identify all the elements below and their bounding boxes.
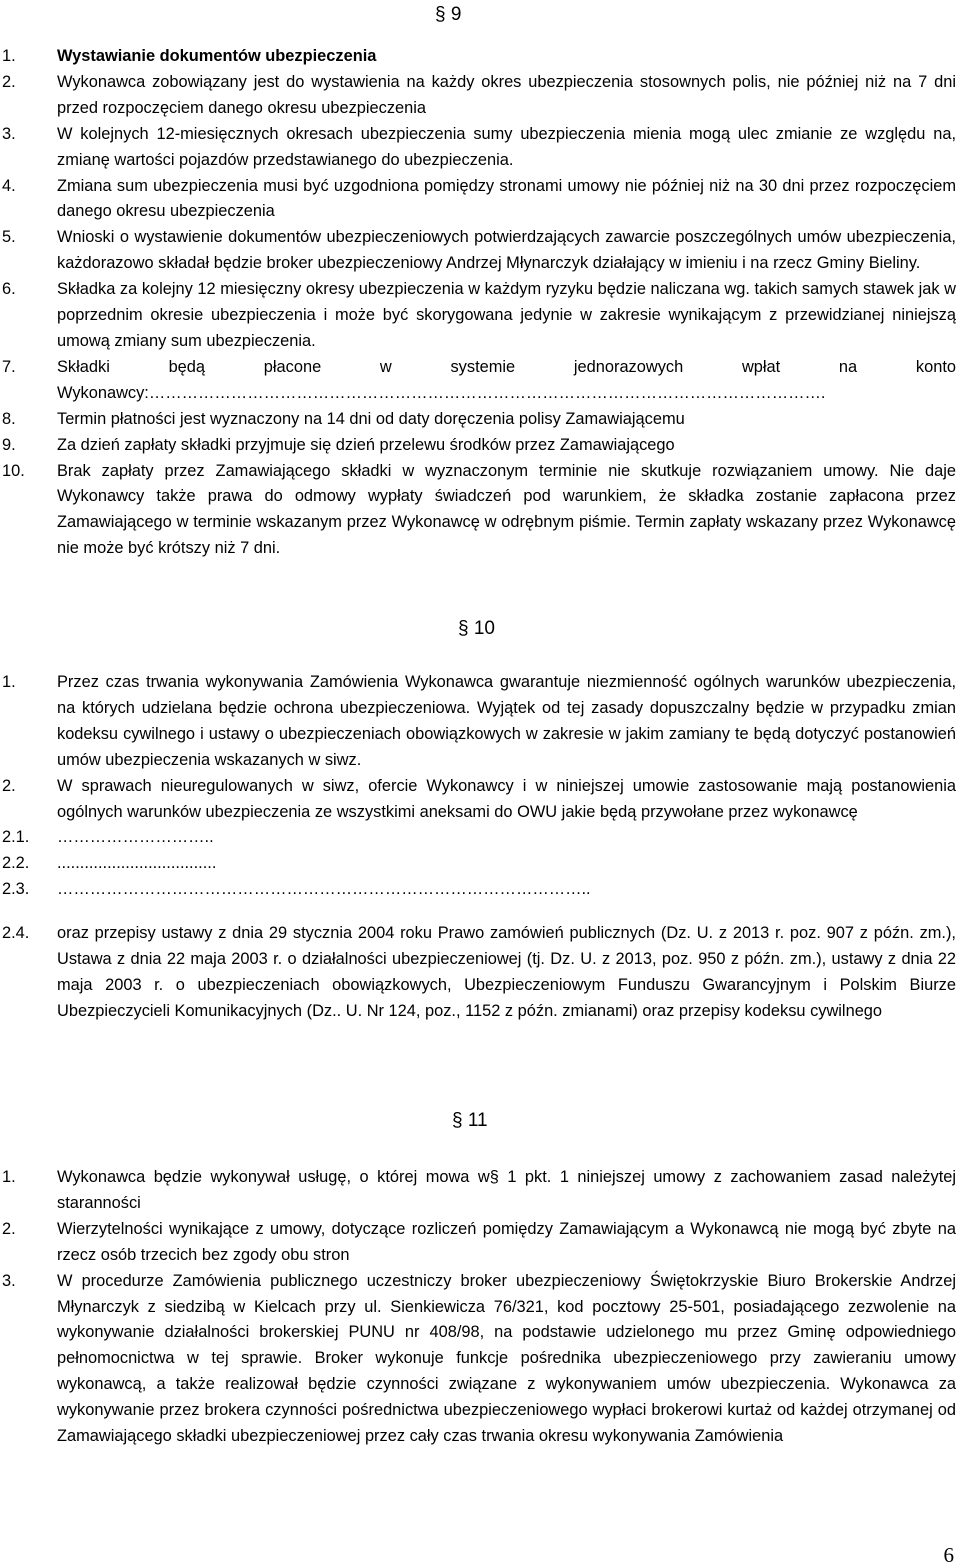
list-item: [0, 277, 960, 355]
item-text: ………………………..: [57, 828, 214, 847]
item-text: oraz przepisy ustawy z dnia 29 stycznia 2004 roku Prawo zamówień publicznych (Dz. U. z 2013 r. poz. 907 z późn. zm.), Ustawa z dnia 22 maja 2003 r. o działalności ubezpieczeniowej (tj. Dz. U. z 2013, poz. 950 z późn. zm.), ustawy z dnia 22 maja 2003 r. o ubezpieczeniach obowiązkowych, Ubezpieczeniowym Funduszu Gwarancyjnym i Polskim Biurze Ubezpieczycieli Komunikacyjnych (Dz.. U. Nr 124, poz., 1152 z późn. zmianami) oraz przepisy kodeksu cywilnego: [57, 924, 956, 1020]
list-item: [0, 1269, 960, 1450]
list-item: [0, 44, 960, 70]
item-number: 1.: [2, 673, 16, 691]
list-item: [0, 407, 960, 433]
section-heading: § 11: [452, 1110, 488, 1131]
section-10-list: [0, 670, 960, 1025]
item-number: 6.: [2, 280, 16, 299]
item-text: Wykonawca będzie wykonywał usługę, o której mowa w§ 1 pkt. 1 niniejszej umowy z zachowaniem zasad należytej staranności: [57, 1168, 956, 1212]
item-text: Wystawianie dokumentów ubezpieczenia: [57, 47, 377, 65]
item-number: 2.: [2, 776, 16, 795]
item-number: 5.: [2, 228, 16, 247]
list-item: [0, 355, 960, 407]
item-number: 2.4.: [2, 924, 30, 943]
list-item: [0, 1217, 960, 1269]
item-text: ...................................: [57, 854, 217, 873]
item-text: Brak zapłaty przez Zamawiającego składki w wyznaczonym terminie nie skutkuje rozwiązaniem umowy. Nie daje Wykonawcy także prawa do odmowy wypłaty świadczeń pod warunkiem, że składka zostanie zapłacona przez Zamawiającego w terminie wskazanym przez Wykonawcę w odrębnym piśmie. Termin zapłaty wskazany przez Wykonawcę nie może być krótszy niż 7 dni.: [57, 461, 956, 558]
item-text: W kolejnych 12-miesięcznych okresach ubezpieczenia sumy ubezpieczenia mienia mogą ulec zmianie ze względu na, zmianę wartości pojazdów przedstawianego do ubezpieczenia.: [57, 124, 956, 169]
item-text: ……………………………………………………………………………………..: [57, 880, 591, 899]
item-number: 7.: [2, 357, 16, 376]
item-number: 2.2.: [2, 854, 30, 873]
item-text: Składka za kolejny 12 miesięczny okresy ubezpieczenia w każdym ryzyku będzie naliczana wg. takich samych stawek jak w poprzednim okresie ubezpieczenia i może być skorygowana jedynie w zakresie wynikającym z przewidzianej niniejszą umową zmiany sum ubezpieczenia.: [57, 280, 956, 350]
page-number: 6: [943, 1543, 954, 1567]
list-item: [0, 433, 960, 459]
item-text: Przez czas trwania wykonywania Zamówienia Wykonawca gwarantuje niezmienność ogólnych warunków ubezpieczenia, na których udzielana będzie ochrona ubezpieczeniowa. Wyjątek od tej zasady dopuszczalny będzie w przypadku zmian kodeksu cywilnego i ustawy o ubezpieczeniach obowiązkowych w zakresie w jakim zamiany te będą dotyczyć postanowień umów ubezpieczenia wskazanych w siwz.: [57, 673, 956, 769]
item-number: 8.: [2, 409, 16, 428]
list-item: [0, 1165, 960, 1217]
item-number: 2.: [2, 1219, 16, 1238]
item-number: 2.: [2, 72, 16, 91]
item-text: W procedurze Zamówienia publicznego uczestniczy broker ubezpieczeniowy Świętokrzyskie Biuro Brokerskie Andrzej Młynarczyk z siedzibą w Kielcach przy ul. Sienkiewicza 76/321, kod pocztowy 25-501, posiadającego zezwolenie na wykonywanie działalności brokerskiej PUNU nr 408/98, na podstawie udzielonego mu przez Gminę odpowiedniego pełnomocnictwa w tej sprawie. Broker wykonuje funkcje pośrednika ubezpieczeniowego przy zawieraniu umowy wykonawcą, a także realizował będzie czynności związane z wykonywaniem umów ubezpieczenia. Wykonawca za wykonywanie przez brokera czynności pośrednictwa ubezpieczeniowego wypłaci brokerowi kurtaż od każdej otrzymanej od Zamawiającego składki ubezpieczeniowej przez cały czas trwania okresu wykonywania Zamówienia: [57, 1271, 956, 1446]
item-number: 1.: [2, 1168, 16, 1186]
list-item: [0, 70, 960, 122]
list-item: [0, 174, 960, 226]
item-number: 1.: [2, 47, 16, 65]
section-heading: § 10: [458, 618, 495, 639]
item-text: Wykonawca zobowiązany jest do wystawienia na każdy okres ubezpieczenia stosownych polis, nie później niż na 7 dni przed rozpoczęciem danego okresu ubezpieczenia: [57, 72, 956, 117]
section-heading: § 9: [435, 4, 462, 25]
item-text: Wierzytelności wynikające z umowy, dotyczące rozliczeń pomiędzy Zamawiającym a Wykonawcą nie mogą być zbyte na rzecz osób trzecich bez zgody obu stron: [57, 1219, 956, 1264]
item-number: 2.3.: [2, 880, 30, 899]
item-number: 9.: [2, 435, 16, 454]
item-number: 2.1.: [2, 828, 30, 847]
list-item: [0, 851, 960, 877]
section-9-list: [0, 44, 960, 562]
list-item: [0, 825, 960, 851]
item-number: 3.: [2, 124, 16, 143]
item-text: Za dzień zapłaty składki przyjmuje się dzień przelewu środków przez Zamawiającego: [57, 435, 675, 454]
item-text: W sprawach nieuregulowanych w siwz, ofercie Wykonawcy i w niniejszej umowie zastosowanie mają postanowienia ogólnych warunków ubezpieczenia ze wszystkimi aneksami do OWU jakie będą przywołane przez wykonawcę: [57, 776, 956, 821]
list-item: [0, 877, 960, 903]
list-item: [0, 122, 960, 174]
item-number: 10.: [2, 461, 25, 480]
list-item: [0, 459, 960, 563]
item-text: Zmiana sum ubezpieczenia musi być uzgodniona pomiędzy stronami umowy nie później niż na 30 dni przez rozpoczęciem danego okresu ubezpieczenia: [57, 176, 956, 221]
item-number: 4.: [2, 176, 16, 195]
list-item: [0, 921, 960, 1025]
list-item: [0, 225, 960, 277]
item-text: Wnioski o wystawienie dokumentów ubezpieczeniowych potwierdzających zawarcie poszczególnych umów ubezpieczenia, każdorazowo składał będzie broker ubezpieczeniowy Andrzej Młynarczyk działający w imieniu i na rzecz Gminy Bieliny.: [57, 228, 956, 273]
item-text: Termin płatności jest wyznaczony na 14 dni od daty doręczenia polisy Zamawiającemu: [57, 409, 685, 428]
item-text: Składki będą płacone w systemie jednorazowych wpłat na konto Wykonawcy:…………………………………………………………………………………………………………….: [57, 357, 956, 402]
section-11-list: [0, 1165, 960, 1450]
list-item: [0, 670, 960, 774]
item-number: 3.: [2, 1271, 16, 1290]
list-item: [0, 774, 960, 826]
